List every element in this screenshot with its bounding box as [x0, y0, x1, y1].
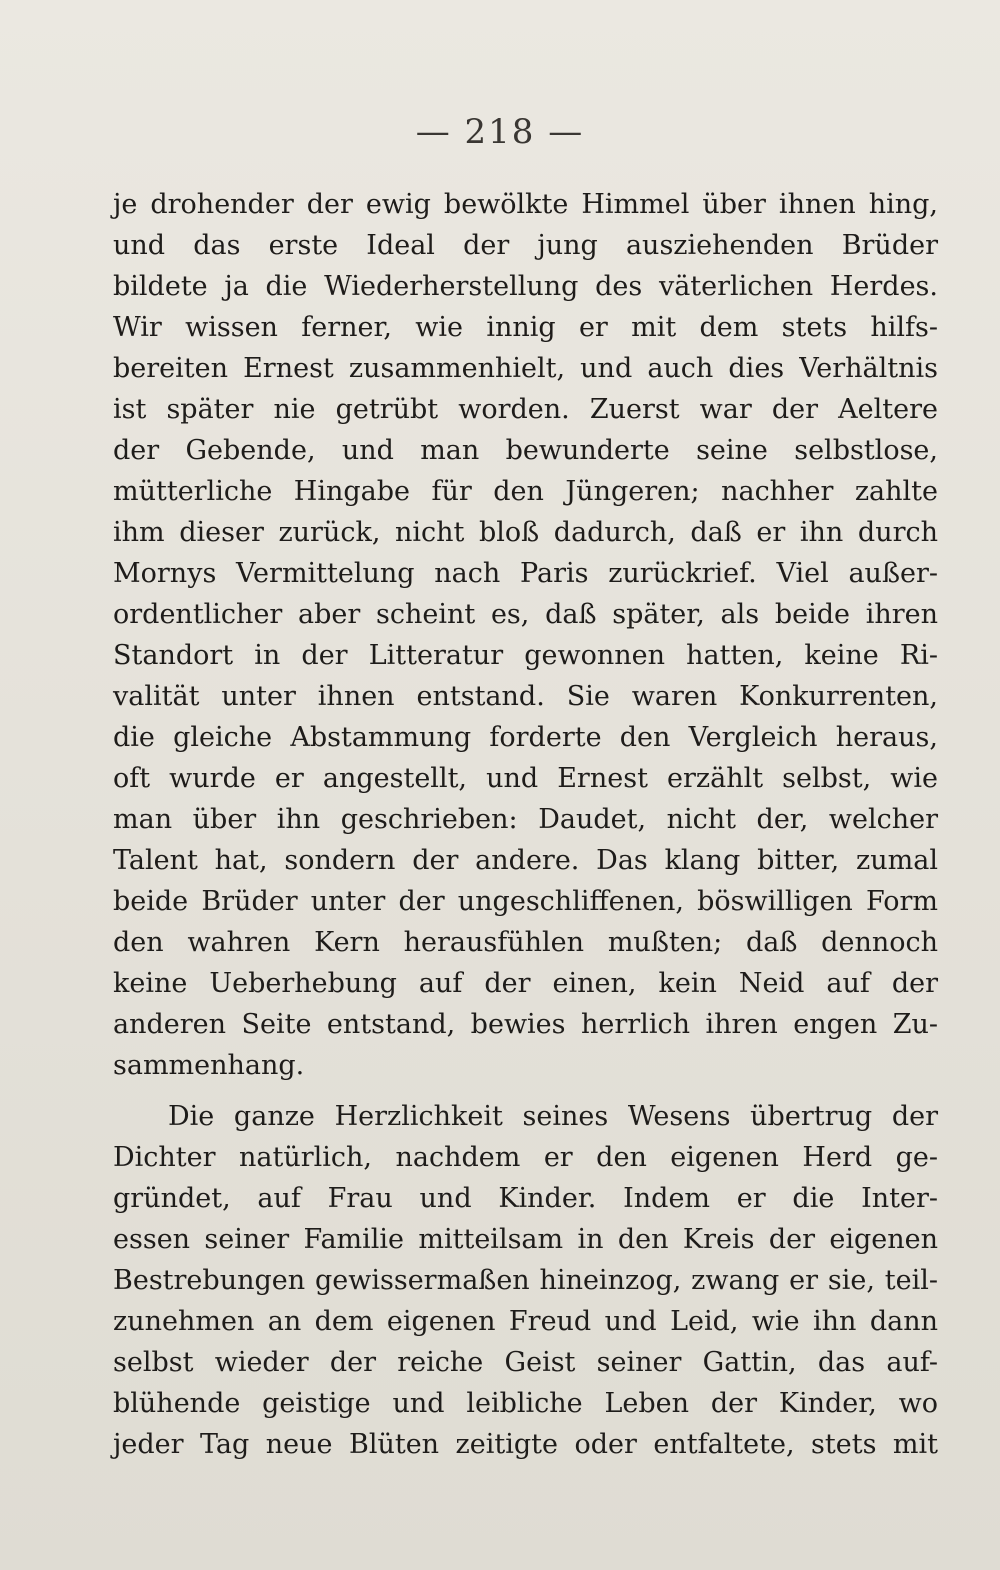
text-line: keine Ueberhebung auf der einen, kein Neid auf der: [113, 968, 938, 999]
text-line: anderen Seite entstand, bewies herrlich ihren engen Zu-: [113, 1009, 938, 1040]
text-line: ihm dieser zurück, nicht bloß dadurch, daß er ihn durch: [113, 517, 938, 548]
text-line: sammenhang.: [113, 1050, 305, 1081]
paragraph-1: [113, 184, 938, 1086]
text-line: und das erste Ideal der jung ausziehenden Brüder: [113, 230, 938, 261]
text-line: Bestrebungen gewissermaßen hineinzog, zwang er sie, teil-: [113, 1265, 938, 1296]
text-line: ordentlicher aber scheint es, daß später, als beide ihren: [113, 599, 938, 630]
text-line: der Gebende, und man bewunderte seine selbstlose,: [113, 435, 938, 466]
text-line: valität unter ihnen entstand. Sie waren Konkurrenten,: [113, 681, 938, 712]
text-line: mütterliche Hingabe für den Jüngeren; nachher zahlte: [113, 476, 938, 507]
text-line: die gleiche Abstammung forderte den Vergleich heraus,: [113, 722, 938, 753]
text-line: Dichter natürlich, nachdem er den eigenen Herd ge-: [113, 1142, 938, 1173]
text-line: gründet, auf Frau und Kinder. Indem er die Inter-: [113, 1183, 938, 1214]
text-line: oft wurde er angestellt, und Ernest erzählt selbst, wie: [113, 763, 938, 794]
text-line: selbst wieder der reiche Geist seiner Gattin, das auf-: [113, 1347, 938, 1378]
text-line: bildete ja die Wiederherstellung des väterlichen Herdes.: [113, 271, 938, 302]
text-line: Wir wissen ferner, wie innig er mit dem stets hilfs-: [113, 312, 938, 343]
text-line: je drohender der ewig bewölkte Himmel über ihnen hing,: [113, 189, 938, 220]
body-text: [113, 184, 938, 1465]
text-line: den wahren Kern herausfühlen mußten; daß dennoch: [113, 927, 938, 958]
text-line: Mornys Vermittelung nach Paris zurückrief. Viel außer-: [113, 558, 938, 589]
text-line: blühende geistige und leibliche Leben der Kinder, wo: [113, 1388, 938, 1419]
paragraph-2: [113, 1096, 938, 1465]
text-line: essen seiner Familie mitteilsam in den Kreis der eigenen: [113, 1224, 938, 1255]
text-line: man über ihn geschrieben: Daudet, nicht der, welcher: [113, 804, 938, 835]
page-number: — 218 —: [415, 112, 585, 152]
text-line: beide Brüder unter der ungeschliffenen, böswilligen Form: [113, 886, 938, 917]
text-line: Talent hat, sondern der andere. Das klang bitter, zumal: [113, 845, 938, 876]
text-line: Die ganze Herzlichkeit seines Wesens übertrug der: [168, 1101, 938, 1132]
text-line: bereiten Ernest zusammenhielt, und auch dies Verhältnis: [113, 353, 938, 384]
text-line: zunehmen an dem eigenen Freud und Leid, wie ihn dann: [113, 1306, 938, 1337]
text-line: ist später nie getrübt worden. Zuerst war der Aeltere: [113, 394, 938, 425]
text-line: Standort in der Litteratur gewonnen hatten, keine Ri-: [113, 640, 938, 671]
text-line: jeder Tag neue Blüten zeitigte oder entfaltete, stets mit: [113, 1429, 938, 1460]
paragraph-gap: [113, 1086, 938, 1096]
